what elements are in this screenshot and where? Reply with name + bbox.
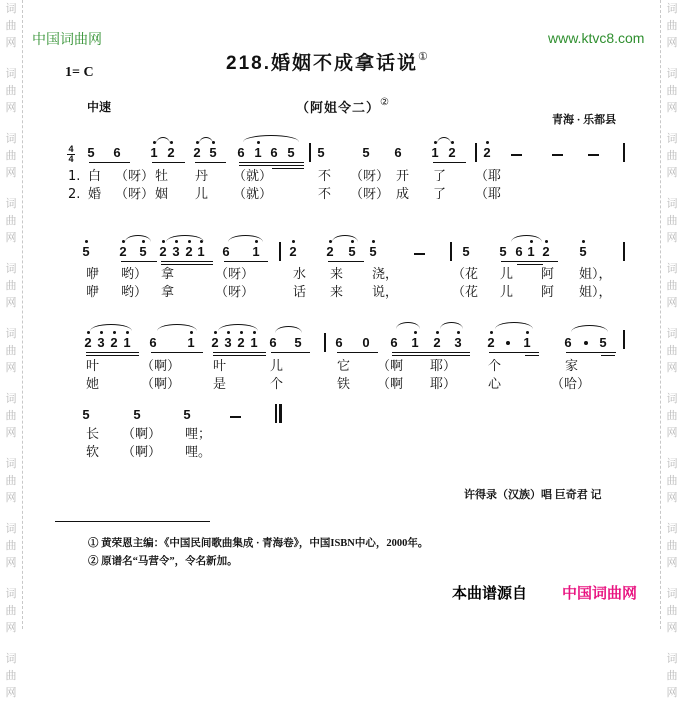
- octave-dot-above: [486, 141, 489, 144]
- note-1: 1: [254, 145, 262, 160]
- lyric-syllable: 软: [86, 445, 100, 460]
- note-5: 5: [82, 407, 90, 422]
- time-signature-top: 4: [68, 144, 74, 154]
- watermark-glyph: 网: [5, 491, 17, 504]
- note-3: 3: [224, 335, 232, 350]
- note-3: 3: [97, 335, 105, 350]
- lyric-syllable: 姐），: [579, 285, 612, 300]
- note-2: 2: [185, 244, 193, 259]
- watermark-glyph: 词: [5, 132, 17, 145]
- watermark-glyph: 网: [5, 621, 17, 634]
- slur-arc: [125, 235, 151, 242]
- watermark-glyph: 曲: [5, 604, 17, 617]
- lyric-syllable: 浇，: [372, 267, 399, 282]
- note-5: 5: [133, 407, 141, 422]
- note-2: 2: [237, 335, 245, 350]
- watermark-glyph: 曲: [666, 669, 678, 682]
- watermark-glyph: 词: [666, 327, 678, 340]
- note-2: 2: [159, 244, 167, 259]
- watermark-glyph: 词: [666, 522, 678, 535]
- note-6: 6: [149, 335, 157, 350]
- time-signature-bottom: 4: [68, 154, 74, 164]
- lyric-syllable: 儿: [270, 359, 284, 374]
- watermark-glyph: 词: [666, 392, 678, 405]
- note-2: 2: [193, 145, 201, 160]
- beam-underline: [152, 162, 185, 163]
- note-2: 2: [167, 145, 175, 160]
- note-1: 1: [252, 244, 260, 259]
- note-2: 2: [119, 244, 127, 259]
- watermark-glyph: 曲: [666, 214, 678, 227]
- beam-underline: [328, 261, 364, 262]
- beam-underline: [86, 355, 139, 356]
- lyric-syllable: （耶: [475, 187, 502, 202]
- watermark-glyph: 网: [666, 361, 678, 374]
- watermark-glyph: 网: [666, 426, 678, 439]
- slur-arc: [511, 235, 542, 242]
- watermark-glyph: 曲: [666, 84, 678, 97]
- tempo-marking: 中速: [87, 100, 112, 114]
- lyric-syllable: 水: [293, 267, 307, 282]
- footnote-2: ② 原谱名“马营令”，令名新加。: [88, 556, 238, 567]
- lyric-syllable: 咿: [86, 285, 100, 300]
- lyric-syllable: 拿: [161, 285, 175, 300]
- song-subtitle-text: （阿姐令二）: [296, 100, 381, 115]
- lyric-syllable: 是: [213, 377, 227, 392]
- title-footnote-mark: ①: [417, 51, 428, 63]
- beam-underline: [517, 264, 543, 265]
- lyric-syllable: （花: [452, 285, 479, 300]
- beam-underline: [239, 162, 304, 163]
- lyric-syllable: 阿: [541, 285, 555, 300]
- song-title-text: 218.婚姻不成拿话说: [226, 53, 418, 74]
- watermark-glyph: 词: [5, 522, 17, 535]
- beam-underline: [161, 261, 213, 262]
- watermark-glyph: 网: [666, 686, 678, 699]
- slur-arc: [90, 324, 132, 331]
- slur-arc: [396, 322, 420, 329]
- watermark-glyph: 曲: [5, 474, 17, 487]
- octave-dot-above: [190, 331, 193, 334]
- lyric-syllable: 家: [565, 359, 579, 374]
- slur-arc: [571, 325, 608, 332]
- note-2: 2: [110, 335, 118, 350]
- beam-underline: [239, 165, 304, 166]
- watermark-glyph: 网: [666, 491, 678, 504]
- octave-dot-above: [372, 240, 375, 243]
- source-site-link[interactable]: 中国词曲网: [562, 584, 638, 602]
- sustain-dash: [511, 154, 522, 156]
- beam-underline: [121, 261, 157, 262]
- barline: [623, 330, 625, 349]
- lyric-syllable: 铁: [337, 377, 351, 392]
- lyric-syllable: 话: [293, 285, 307, 300]
- lyric-syllable: 婚: [88, 187, 102, 202]
- watermark-glyph: 词: [5, 457, 17, 470]
- octave-dot-above: [253, 331, 256, 334]
- watermark-glyph: 曲: [5, 344, 17, 357]
- watermark-glyph: 曲: [666, 344, 678, 357]
- lyric-syllable: 叶: [213, 359, 227, 374]
- lyric-syllable: （就）: [233, 187, 273, 202]
- watermark-glyph: 曲: [5, 214, 17, 227]
- note-5: 5: [209, 145, 217, 160]
- key-signature: 1= C: [65, 65, 94, 80]
- note-2: 2: [289, 244, 297, 259]
- octave-dot-above: [214, 331, 217, 334]
- note-5: 5: [287, 145, 295, 160]
- note-1: 1: [150, 145, 158, 160]
- slur-arc: [228, 235, 263, 242]
- sustain-dash: [230, 416, 241, 418]
- barline: [450, 242, 452, 261]
- beam-underline: [224, 261, 268, 262]
- watermark-glyph: 词: [666, 457, 678, 470]
- note-5: 5: [499, 244, 507, 259]
- watermark-glyph: 词: [5, 197, 17, 210]
- beam-underline: [161, 264, 213, 265]
- sustain-dash: [414, 253, 425, 255]
- watermark-glyph: 词: [666, 587, 678, 600]
- note-1: 1: [123, 335, 131, 350]
- lyric-syllable: 拿: [161, 267, 175, 282]
- lyric-syllable: 说，: [372, 285, 399, 300]
- lyric-syllable: （啊）: [122, 445, 162, 460]
- beam-underline: [489, 352, 539, 353]
- beam-underline: [272, 168, 304, 169]
- watermark-glyph: 词: [5, 327, 17, 340]
- lyric-syllable: 儿: [500, 285, 514, 300]
- watermark-glyph: 词: [666, 132, 678, 145]
- watermark-glyph: 网: [5, 361, 17, 374]
- footnote-divider: [55, 521, 210, 522]
- note-5: 5: [362, 145, 370, 160]
- watermark-glyph: 网: [666, 556, 678, 569]
- note-6: 6: [113, 145, 121, 160]
- note-2: 2: [326, 244, 334, 259]
- watermark-glyph: 网: [666, 621, 678, 634]
- octave-dot-above: [240, 331, 243, 334]
- note-6: 6: [222, 244, 230, 259]
- watermark-glyph: 网: [5, 686, 17, 699]
- watermark-glyph: 网: [666, 101, 678, 114]
- site-watermark-left: 中国词曲网: [32, 32, 102, 48]
- watermark-glyph: 曲: [5, 279, 17, 292]
- lyric-syllable: 来: [330, 267, 344, 282]
- lyric-syllable: （呀）: [215, 267, 255, 282]
- note-6: 6: [515, 244, 523, 259]
- note-1: 1: [527, 244, 535, 259]
- barline: [475, 143, 477, 162]
- note-5: 5: [139, 244, 147, 259]
- lyric-syllable: 1.: [68, 169, 81, 184]
- lyric-syllable: 成: [396, 187, 410, 202]
- octave-dot-above: [526, 331, 529, 334]
- octave-dot-above: [582, 240, 585, 243]
- note-2: 2: [487, 335, 495, 350]
- beam-underline: [525, 355, 539, 356]
- beam-underline: [271, 352, 310, 353]
- note-2: 2: [433, 335, 441, 350]
- lyric-syllable: （呀）: [350, 187, 390, 202]
- watermark-glyph: 词: [5, 392, 17, 405]
- augmentation-dot: [506, 341, 510, 345]
- source-label: 本曲谱源自: [452, 584, 528, 602]
- note-5: 5: [87, 145, 95, 160]
- lyric-syllable: （呀）: [215, 285, 255, 300]
- note-1: 1: [197, 244, 205, 259]
- watermark-group: [6, 650, 17, 701]
- slur-arc: [437, 137, 451, 144]
- note-3: 3: [172, 244, 180, 259]
- note-5: 5: [599, 335, 607, 350]
- beam-underline: [601, 355, 615, 356]
- lyric-syllable: 耶）: [430, 359, 457, 374]
- watermark-glyph: 曲: [666, 19, 678, 32]
- lyric-syllable: 姐），: [579, 267, 612, 282]
- footnote-1: ① 黄荣恩主编：《中国民间歌曲集成 · 青海卷》，中国ISBN中心，2000年。: [88, 538, 429, 549]
- time-signature: [66, 145, 76, 164]
- note-1: 1: [187, 335, 195, 350]
- octave-dot-above: [87, 331, 90, 334]
- lyric-syllable: 不: [318, 187, 332, 202]
- lyric-syllable: 哩。: [185, 445, 212, 460]
- watermark-glyph: 网: [5, 296, 17, 309]
- note-6: 6: [269, 335, 277, 350]
- octave-dot-above: [85, 240, 88, 243]
- beam-underline: [433, 162, 466, 163]
- note-5: 5: [294, 335, 302, 350]
- watermark-glyph: 曲: [666, 604, 678, 617]
- beam-underline: [566, 352, 616, 353]
- final-barline-thick: [279, 404, 282, 423]
- note-2: 2: [542, 244, 550, 259]
- lyric-syllable: （耶: [475, 169, 502, 184]
- note-5: 5: [348, 244, 356, 259]
- watermark-glyph: 词: [666, 262, 678, 275]
- octave-dot-above: [227, 331, 230, 334]
- barline: [279, 242, 281, 261]
- note-6: 6: [237, 145, 245, 160]
- watermark-glyph: 曲: [5, 409, 17, 422]
- watermark-glyph: 曲: [666, 149, 678, 162]
- sustain-dash: [588, 154, 599, 156]
- watermark-glyph: 曲: [5, 669, 17, 682]
- beam-underline: [89, 162, 130, 163]
- watermark-glyph: 词: [5, 587, 17, 600]
- slur-arc: [440, 322, 463, 329]
- augmentation-dot: [584, 341, 588, 345]
- barline: [623, 143, 625, 162]
- barline: [324, 333, 326, 352]
- note-2: 2: [448, 145, 456, 160]
- watermark-glyph: 词: [5, 2, 17, 15]
- beam-underline: [392, 355, 470, 356]
- lyric-syllable: （哈）: [551, 377, 591, 392]
- lyric-syllable: 阿: [541, 267, 555, 282]
- octave-dot-above: [457, 331, 460, 334]
- watermark-glyph: 词: [5, 67, 17, 80]
- lyric-syllable: 哩；: [185, 427, 212, 442]
- beam-underline: [501, 261, 558, 262]
- octave-dot-above: [414, 331, 417, 334]
- watermark-glyph: 网: [5, 426, 17, 439]
- watermark-glyph: 网: [5, 101, 17, 114]
- note-1: 1: [431, 145, 439, 160]
- watermark-glyph: 网: [666, 296, 678, 309]
- watermark-glyph: 网: [5, 231, 17, 244]
- lyric-syllable: 耶）: [430, 377, 457, 392]
- note-1: 1: [523, 335, 531, 350]
- lyric-syllable: （呀）: [350, 169, 390, 184]
- watermark-glyph: 网: [666, 231, 678, 244]
- watermark-glyph: 曲: [5, 539, 17, 552]
- lyric-syllable: 哟）: [121, 267, 148, 282]
- beam-underline: [392, 352, 470, 353]
- note-2: 2: [483, 145, 491, 160]
- region-label: 青海 · 乐都县: [552, 114, 617, 126]
- note-6: 6: [270, 145, 278, 160]
- beam-underline: [195, 162, 226, 163]
- slur-arc: [218, 324, 258, 331]
- watermark-glyph: 词: [666, 652, 678, 665]
- beam-underline: [213, 355, 266, 356]
- final-barline-thin: [275, 404, 277, 423]
- lyric-syllable: （啊: [377, 377, 404, 392]
- lyric-syllable: 了: [433, 169, 447, 184]
- lyric-syllable: 个: [270, 377, 284, 392]
- barline: [309, 143, 311, 162]
- watermark-glyph: 词: [666, 197, 678, 210]
- watermark-glyph: 网: [5, 36, 17, 49]
- watermark-glyph: 曲: [666, 474, 678, 487]
- watermark-glyph: 网: [5, 166, 17, 179]
- lyric-syllable: 叶: [86, 359, 100, 374]
- watermark-glyph: 词: [5, 262, 17, 275]
- slur-arc: [157, 324, 197, 331]
- octave-dot-above: [126, 331, 129, 334]
- lyric-syllable: 哟）: [121, 285, 148, 300]
- lyric-syllable: 2.: [68, 187, 81, 202]
- note-6: 6: [394, 145, 402, 160]
- lyric-syllable: （呀）: [115, 187, 155, 202]
- note-0: 0: [362, 335, 370, 350]
- watermark-glyph: 曲: [666, 539, 678, 552]
- slur-arc: [156, 137, 170, 144]
- barline: [623, 242, 625, 261]
- note-5: 5: [82, 244, 90, 259]
- lyric-syllable: （啊）: [141, 359, 181, 374]
- beam-underline: [86, 352, 139, 353]
- slur-arc: [166, 235, 204, 242]
- note-5: 5: [317, 145, 325, 160]
- octave-dot-above: [545, 240, 548, 243]
- watermark-glyph: 词: [666, 67, 678, 80]
- watermark-glyph: 曲: [666, 279, 678, 292]
- lyric-syllable: 了: [433, 187, 447, 202]
- lyric-syllable: 白: [88, 169, 102, 184]
- note-6: 6: [335, 335, 343, 350]
- lyric-syllable: 心: [488, 377, 502, 392]
- watermark-glyph: 网: [5, 556, 17, 569]
- lyric-syllable: （呀）: [115, 169, 155, 184]
- slur-arc: [495, 322, 533, 329]
- note-3: 3: [454, 335, 462, 350]
- lyric-syllable: （啊）: [122, 427, 162, 442]
- lyric-syllable: 牡: [155, 169, 169, 184]
- slur-arc: [243, 135, 299, 142]
- lyric-syllable: 她: [86, 377, 100, 392]
- lyric-syllable: 儿: [195, 187, 209, 202]
- octave-dot-above: [113, 331, 116, 334]
- lyric-syllable: 咿: [86, 267, 100, 282]
- lyric-syllable: 它: [337, 359, 351, 374]
- lyric-syllable: 来: [330, 285, 344, 300]
- beam-underline: [337, 352, 378, 353]
- octave-dot-above: [162, 240, 165, 243]
- lyric-syllable: （就）: [233, 169, 273, 184]
- octave-dot-above: [436, 331, 439, 334]
- octave-dot-above: [292, 240, 295, 243]
- lyric-syllable: （啊: [377, 359, 404, 374]
- subtitle-footnote-mark: ②: [380, 97, 390, 108]
- octave-dot-above: [100, 331, 103, 334]
- note-1: 1: [411, 335, 419, 350]
- watermark-glyph: 词: [666, 2, 678, 15]
- lyric-syllable: 不: [318, 169, 332, 184]
- performer-credit: 许得录（汉族）唱 巨奇君 记: [464, 489, 602, 501]
- lyric-syllable: 长: [86, 427, 100, 442]
- watermark-glyph: 词: [5, 652, 17, 665]
- note-6: 6: [564, 335, 572, 350]
- lyric-syllable: 儿: [500, 267, 514, 282]
- note-2: 2: [211, 335, 219, 350]
- watermark-glyph: 曲: [5, 149, 17, 162]
- watermark-glyph: 曲: [5, 19, 17, 32]
- site-watermark-url: www.ktvc8.com: [548, 30, 645, 46]
- slur-arc: [275, 326, 302, 333]
- beam-underline: [151, 352, 203, 353]
- sustain-dash: [552, 154, 563, 156]
- lyric-syllable: 个: [488, 359, 502, 374]
- watermark-glyph: 网: [666, 166, 678, 179]
- lyric-syllable: （啊）: [141, 377, 181, 392]
- watermark-glyph: 曲: [666, 409, 678, 422]
- lyric-syllable: 丹: [195, 169, 209, 184]
- note-6: 6: [390, 335, 398, 350]
- watermark-glyph: 网: [666, 36, 678, 49]
- note-5: 5: [183, 407, 191, 422]
- octave-dot-above: [490, 331, 493, 334]
- lyric-syllable: 姻: [155, 187, 169, 202]
- note-5: 5: [462, 244, 470, 259]
- note-5: 5: [579, 244, 587, 259]
- beam-underline: [213, 352, 266, 353]
- lyric-syllable: （花: [452, 267, 479, 282]
- slur-arc: [332, 235, 358, 242]
- watermark-group: [667, 650, 678, 701]
- note-1: 1: [250, 335, 258, 350]
- slur-arc: [199, 137, 213, 144]
- watermark-glyph: 曲: [5, 84, 17, 97]
- note-5: 5: [369, 244, 377, 259]
- lyric-syllable: 开: [396, 169, 410, 184]
- note-2: 2: [84, 335, 92, 350]
